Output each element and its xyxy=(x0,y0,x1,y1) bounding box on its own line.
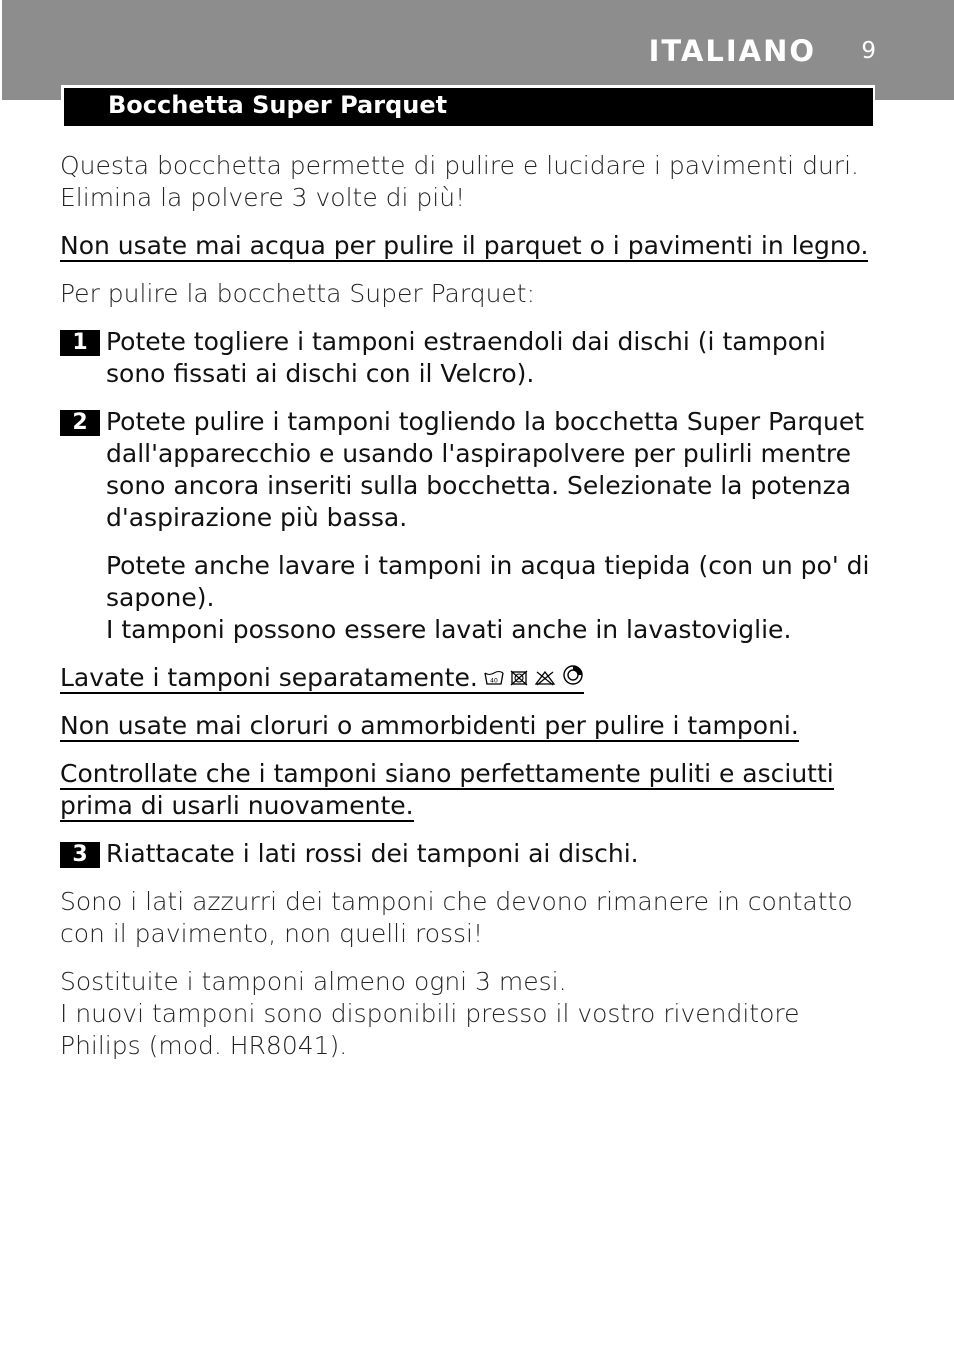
no-tumble-dry-icon xyxy=(510,662,528,694)
warning-dry-text: Controllate che i tamponi siano perfettamente puliti e asciutti prima di usarli nuovamente. xyxy=(60,759,834,820)
replace-line: Sostituite i tamponi almeno ogni 3 mesi. xyxy=(60,967,567,996)
step-3 xyxy=(60,838,870,870)
step-1 xyxy=(60,326,870,390)
note-sides-text: Sono i lati azzurri dei tamponi che devono rimanere in contatto con il pavimento, non quelli rossi! xyxy=(60,887,853,948)
dry-clean-icon xyxy=(562,662,584,694)
note-line: Potete anche lavare i tamponi in acqua tiepida (con un po' di sapone). xyxy=(106,551,870,612)
replace-line: I nuovi tamponi sono disponibili presso il vostro rivenditore Philips (mod. HR8041). xyxy=(60,999,800,1060)
step-text: Potete togliere i tamponi estraendoli dai dischi (i tamponi sono fissati ai dischi con il Velcro). xyxy=(106,327,826,388)
warning-wash xyxy=(60,662,870,694)
section-title: Bocchetta Super Parquet xyxy=(108,91,448,119)
page-content xyxy=(60,150,870,1078)
warning-chlorine-text: Non usate mai cloruri o ammorbidenti per pulire i tamponi. xyxy=(60,711,799,740)
warning-chlorine xyxy=(60,710,870,742)
wash-40-icon xyxy=(484,662,504,694)
section-header xyxy=(61,85,875,126)
step-number: 1 xyxy=(60,330,100,356)
no-bleach-icon xyxy=(534,662,556,694)
step-number: 2 xyxy=(60,410,100,436)
clean-intro-text: Per pulire la bocchetta Super Parquet: xyxy=(60,279,536,308)
warning-water xyxy=(60,230,870,262)
intro-text: Questa bocchetta permette di pulire e lucidare i pavimenti duri. Elimina la polvere 3 volte di più! xyxy=(60,151,859,212)
step-number: 3 xyxy=(60,842,100,868)
warning-wash-text: Lavate i tamponi separatamente. xyxy=(60,663,478,692)
replacement-info xyxy=(60,966,870,1062)
step-text: Potete pulire i tamponi togliendo la bocchetta Super Parquet dall'apparecchio e usando l'aspirapolvere per pulirli mentre sono ancora inseriti sulla bocchetta. Selezionate la potenza d'aspirazione più bassa. xyxy=(106,407,865,532)
warning-wash-line xyxy=(60,663,584,694)
step-text: Riattacate i lati rossi dei tamponi ai dischi. xyxy=(106,839,639,868)
page-number: 9 xyxy=(861,38,876,64)
step-2 xyxy=(60,406,870,534)
warning-water-text: Non usate mai acqua per pulire il parquet o i pavimenti in legno. xyxy=(60,231,869,260)
step-2-note xyxy=(60,550,870,646)
language-label: ITALIANO xyxy=(648,34,816,68)
wash-temp-label: 40 xyxy=(489,677,498,685)
note-line: I tamponi possono essere lavati anche in lavastoviglie. xyxy=(106,615,792,644)
warning-dry xyxy=(60,758,870,822)
